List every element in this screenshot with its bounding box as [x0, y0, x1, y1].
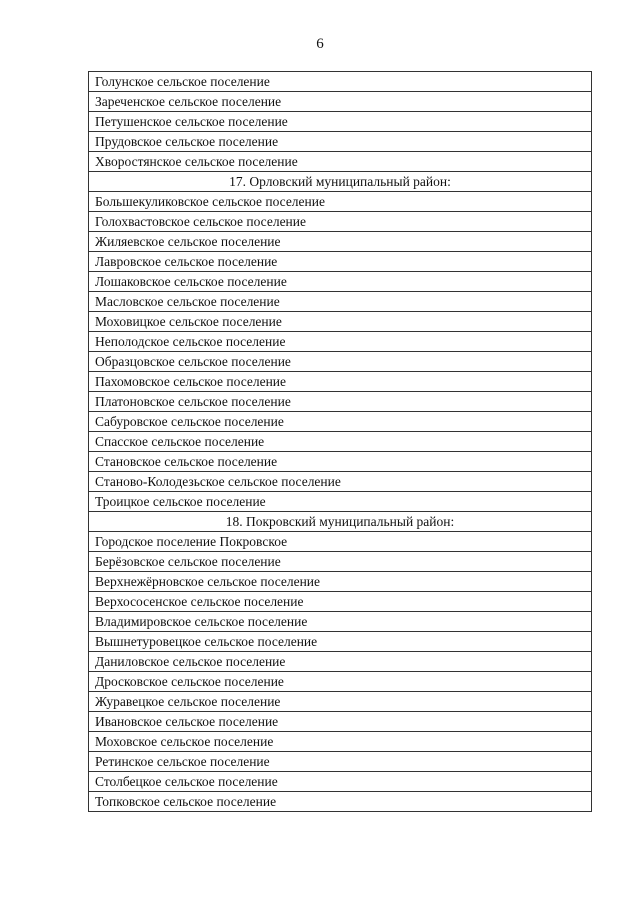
- table-row: [89, 472, 592, 492]
- table-row: [89, 372, 592, 392]
- settlement-name: Троицкое сельское поселение: [89, 492, 592, 512]
- settlement-name: Журавецкое сельское поселение: [89, 692, 592, 712]
- settlement-name: Голунское сельское поселение: [89, 72, 592, 92]
- table-row: [89, 672, 592, 692]
- settlement-name: Неполодское сельское поселение: [89, 332, 592, 352]
- settlement-name: Топковское сельское поселение: [89, 792, 592, 812]
- table-row: [89, 112, 592, 132]
- settlement-name: Верхососенское сельское поселение: [89, 592, 592, 612]
- table-row: [89, 532, 592, 552]
- settlement-name: Дросковское сельское поселение: [89, 672, 592, 692]
- settlement-name: Голохвастовское сельское поселение: [89, 212, 592, 232]
- table-row: [89, 72, 592, 92]
- table-row: [89, 332, 592, 352]
- settlement-name: Хворостянское сельское поселение: [89, 152, 592, 172]
- settlement-name: Масловское сельское поселение: [89, 292, 592, 312]
- table-row: [89, 412, 592, 432]
- settlement-name: Вышнетуровецкое сельское поселение: [89, 632, 592, 652]
- settlement-name: Берёзовское сельское поселение: [89, 552, 592, 572]
- settlement-name: Платоновское сельское поселение: [89, 392, 592, 412]
- settlement-name: Лошаковское сельское поселение: [89, 272, 592, 292]
- settlement-name: Станово-Колодезьское сельское поселение: [89, 472, 592, 492]
- table-row: [89, 312, 592, 332]
- table-row: [89, 752, 592, 772]
- district-heading: 17. Орловский муниципальный район:: [89, 172, 592, 192]
- table-row: [89, 552, 592, 572]
- settlements-table-body: [89, 72, 592, 812]
- settlement-name: Спасское сельское поселение: [89, 432, 592, 452]
- table-row: [89, 212, 592, 232]
- table-row: [89, 452, 592, 472]
- table-row: [89, 432, 592, 452]
- table-row: [89, 692, 592, 712]
- district-heading: 18. Покровский муниципальный район:: [89, 512, 592, 532]
- settlement-name: Городское поселение Покровское: [89, 532, 592, 552]
- table-row: [89, 232, 592, 252]
- settlement-name: Образцовское сельское поселение: [89, 352, 592, 372]
- table-row: [89, 292, 592, 312]
- settlement-name: Пахомовское сельское поселение: [89, 372, 592, 392]
- table-row: [89, 192, 592, 212]
- settlement-name: Лавровское сельское поселение: [89, 252, 592, 272]
- district-heading-row: [89, 512, 592, 532]
- table-row: [89, 152, 592, 172]
- settlement-name: Ивановское сельское поселение: [89, 712, 592, 732]
- settlement-name: Владимировское сельское поселение: [89, 612, 592, 632]
- table-row: [89, 732, 592, 752]
- settlement-name: Прудовское сельское поселение: [89, 132, 592, 152]
- table-row: [89, 772, 592, 792]
- settlement-name: Становское сельское поселение: [89, 452, 592, 472]
- settlement-name: Жиляевское сельское поселение: [89, 232, 592, 252]
- settlements-table: [88, 71, 592, 812]
- table-row: [89, 632, 592, 652]
- table-row: [89, 652, 592, 672]
- page-number: 6: [316, 36, 324, 52]
- table-row: [89, 612, 592, 632]
- table-row: [89, 392, 592, 412]
- table-row: [89, 252, 592, 272]
- table-row: [89, 572, 592, 592]
- table-row: [89, 132, 592, 152]
- settlement-name: Моховское сельское поселение: [89, 732, 592, 752]
- settlement-name: Столбецкое сельское поселение: [89, 772, 592, 792]
- district-heading-row: [89, 172, 592, 192]
- table-row: [89, 792, 592, 812]
- table-row: [89, 352, 592, 372]
- table-row: [89, 272, 592, 292]
- settlement-name: Ретинское сельское поселение: [89, 752, 592, 772]
- settlement-name: Большекуликовское сельское поселение: [89, 192, 592, 212]
- table-row: [89, 712, 592, 732]
- table-row: [89, 592, 592, 612]
- table-row: [89, 92, 592, 112]
- settlement-name: Верхнежёрновское сельское поселение: [89, 572, 592, 592]
- settlement-name: Петушенское сельское поселение: [89, 112, 592, 132]
- settlement-name: Даниловское сельское поселение: [89, 652, 592, 672]
- settlement-name: Сабуровское сельское поселение: [89, 412, 592, 432]
- table-row: [89, 492, 592, 512]
- settlement-name: Моховицкое сельское поселение: [89, 312, 592, 332]
- settlement-name: Зареченское сельское поселение: [89, 92, 592, 112]
